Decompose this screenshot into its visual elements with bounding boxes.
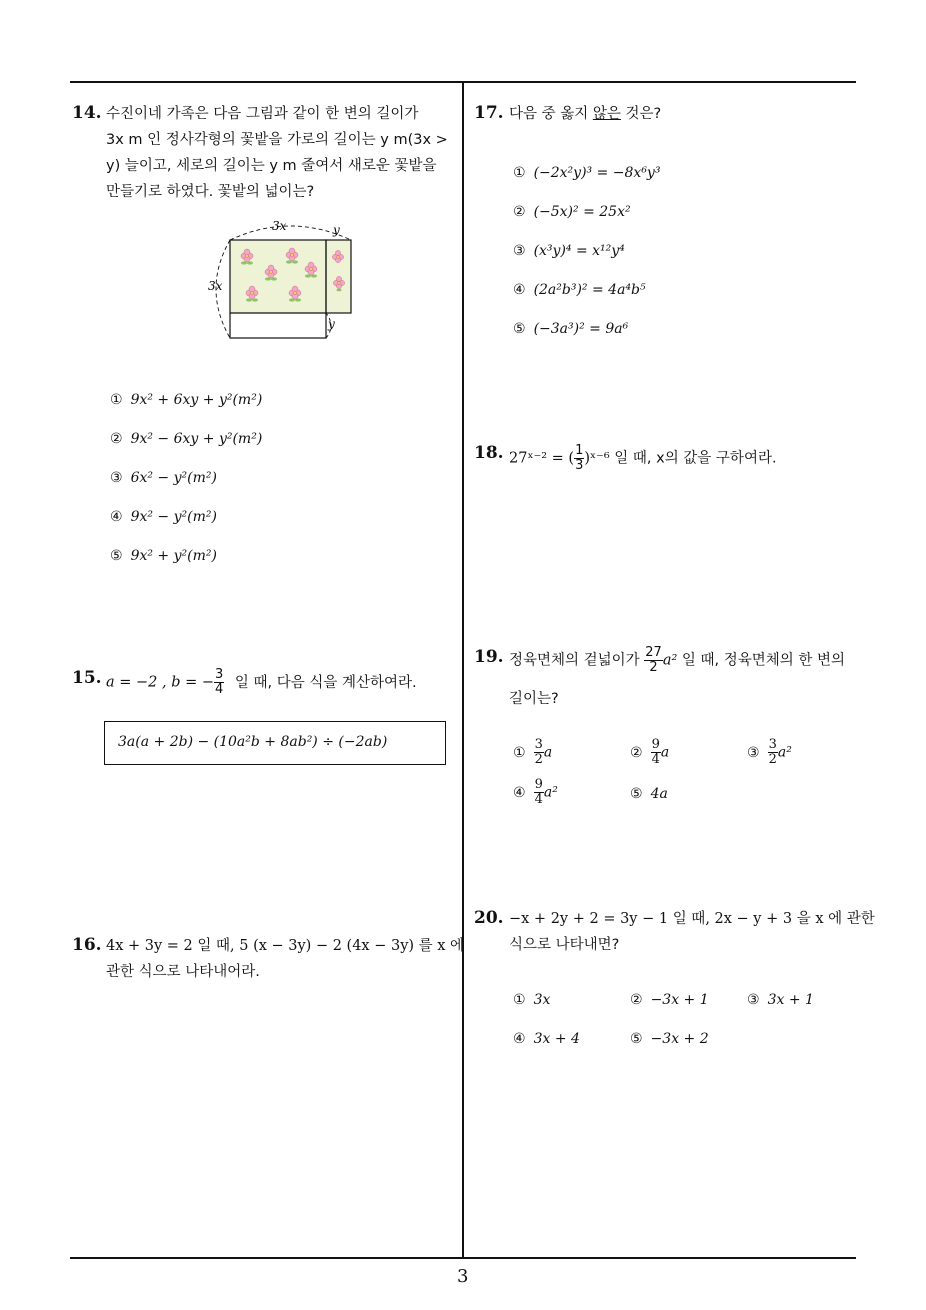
question-number: 19. — [474, 647, 504, 667]
option-mark: ① — [513, 992, 526, 1008]
option-expr: a — [543, 744, 553, 761]
question-number: 15. — [72, 668, 102, 688]
option-expr: −3x + 2 — [650, 1031, 709, 1047]
option-3[interactable] — [747, 992, 814, 1008]
question-text-line: 3x m 인 정사각형의 꽃밭을 가로의 길이는 y m(3x > — [106, 132, 448, 148]
option-mark: ④ — [513, 1031, 526, 1047]
equation-post: )ˣ⁻⁶ — [584, 450, 610, 467]
option-mark: ③ — [110, 470, 123, 486]
question-text-line: 만들기로 하였다. 꽃밭의 넓이는? — [106, 184, 315, 200]
fraction-numerator: 9 — [651, 737, 660, 752]
question-number: 16. — [72, 935, 102, 955]
option-expr: a — [660, 744, 670, 761]
question-text — [106, 933, 464, 985]
bottom-rule — [70, 1257, 856, 1259]
option-3[interactable] — [513, 243, 625, 259]
option-expr: 3x — [533, 992, 551, 1008]
question-text-line: −x + 2y + 2 = 3y − 1 일 때, 2x − y + 3 을 x 에 관한 — [509, 911, 875, 927]
fraction — [534, 738, 544, 767]
option-expr: 9x² − 6xy + y²(m²) — [130, 431, 263, 447]
option-mark: ② — [630, 992, 643, 1008]
option-4[interactable] — [110, 509, 217, 525]
option-1[interactable] — [513, 738, 552, 767]
option-expr: 9x² + y²(m²) — [130, 548, 217, 564]
fraction-denominator: 4 — [215, 682, 224, 697]
option-expr: a² — [777, 744, 792, 761]
question-number: 14. — [72, 103, 102, 123]
option-expr: (−2x²y)³ = −8x⁶y³ — [533, 165, 661, 181]
question-text-pre: 정육면체의 겉넓이가 — [509, 652, 640, 669]
option-expr: 9x² − y²(m²) — [130, 509, 217, 525]
option-mark: ⑤ — [630, 1031, 643, 1047]
column-divider — [462, 81, 464, 1259]
option-expr: 3x + 1 — [767, 992, 814, 1008]
fraction-denominator: 2 — [649, 660, 658, 675]
label-bottom-right: y — [328, 317, 335, 331]
fraction-numerator: 27 — [645, 645, 662, 660]
option-expr: (x³y)⁴ = x¹²y⁴ — [533, 243, 625, 259]
condition-text: 일 때, 다음 식을 계산하여라. — [234, 674, 417, 691]
fraction-denominator: 3 — [575, 458, 584, 473]
option-1[interactable] — [513, 992, 550, 1008]
fraction — [644, 646, 663, 675]
question-text-line: 길이는? — [509, 691, 559, 707]
question-number: 20. — [474, 908, 504, 928]
fraction-denominator: 2 — [768, 752, 777, 767]
fraction — [214, 668, 224, 697]
fraction-denominator: 2 — [534, 752, 543, 767]
option-5[interactable] — [630, 786, 668, 802]
option-mark: ② — [110, 431, 123, 447]
option-mark: ② — [630, 744, 643, 761]
question-text-post: 일 때, x의 값을 구하여라. — [614, 450, 777, 467]
option-2[interactable] — [630, 738, 669, 767]
question-number: 18. — [474, 443, 504, 463]
option-expr: a² — [543, 784, 558, 801]
option-5[interactable] — [513, 321, 628, 337]
question-text-pre: 다음 중 옳지 — [509, 106, 593, 122]
option-expr: 9x² + 6xy + y²(m²) — [130, 392, 263, 408]
fraction-denominator: 4 — [651, 752, 660, 767]
option-2[interactable] — [630, 992, 709, 1008]
fraction — [534, 778, 544, 807]
question-text-line: 4x + 3y = 2 일 때, 5 (x − 3y) − 2 (4x − 3y) 를 x 에 — [106, 938, 465, 954]
option-4[interactable] — [513, 778, 558, 807]
fraction-numerator: 3 — [768, 737, 777, 752]
option-mark: ① — [513, 165, 526, 181]
question-text — [509, 906, 875, 958]
fraction-denominator: 4 — [534, 792, 543, 807]
label-left: 3x — [208, 279, 223, 293]
fraction — [768, 738, 778, 767]
label-top: 3x — [272, 219, 287, 233]
option-expr: 6x² − y²(m²) — [130, 470, 217, 486]
option-4[interactable] — [513, 1031, 580, 1047]
fraction-tail: a² — [662, 652, 678, 669]
fraction — [574, 444, 584, 473]
option-expr: (−3a³)² = 9a⁶ — [533, 321, 629, 337]
option-expr: 3x + 4 — [533, 1031, 580, 1047]
question-text-post: 일 때, 정육면체의 한 변의 — [681, 652, 846, 669]
page-number: 3 — [457, 1266, 469, 1287]
option-1[interactable] — [110, 392, 262, 408]
option-mark: ④ — [513, 282, 526, 298]
option-mark: ① — [110, 392, 123, 408]
boxed-expression: 3a(a + 2b) − (10a²b + 8ab²) ÷ (−2ab) — [118, 734, 388, 750]
option-3[interactable] — [747, 738, 792, 767]
expression-box — [104, 721, 446, 765]
fraction-numerator: 9 — [534, 777, 543, 792]
question-text — [509, 646, 845, 675]
option-expr: −3x + 1 — [650, 992, 709, 1008]
option-4[interactable] — [513, 282, 646, 298]
question-text-post: 것은? — [620, 106, 662, 122]
option-5[interactable] — [110, 548, 217, 564]
option-mark: ③ — [513, 243, 526, 259]
option-mark: ⑤ — [630, 786, 643, 802]
question-text-line: y) 늘이고, 세로의 길이는 y m 줄여서 새로운 꽃밭을 — [106, 158, 437, 174]
option-expr: 4a — [650, 786, 668, 802]
question-text-emphasis: 않은 — [592, 106, 621, 122]
fraction-numerator: 1 — [575, 443, 584, 458]
fraction — [651, 738, 661, 767]
option-1[interactable] — [513, 165, 660, 181]
option-5[interactable] — [630, 1031, 709, 1047]
option-mark: ④ — [513, 784, 526, 801]
question-number: 17. — [474, 103, 504, 123]
fraction-numerator: 3 — [534, 737, 543, 752]
question-text-line: 관한 식으로 나타내어라. — [106, 964, 260, 980]
option-mark: ⑤ — [110, 548, 123, 564]
option-mark: ④ — [110, 509, 123, 525]
equation-pre: 27ˣ⁻² = ( — [509, 450, 575, 467]
option-3[interactable] — [110, 470, 217, 486]
option-expr: (2a²b³)² = 4a⁴b⁵ — [533, 282, 646, 298]
label-top-right: y — [333, 223, 340, 237]
option-mark: ① — [513, 744, 526, 761]
question-text-line: 수진이네 가족은 다음 그림과 같이 한 변의 길이가 — [106, 106, 419, 122]
question-text — [509, 101, 661, 127]
option-mark: ③ — [747, 744, 760, 761]
option-expr: (−5x)² = 25x² — [533, 204, 631, 220]
option-2[interactable] — [513, 204, 631, 220]
question-text — [106, 101, 456, 205]
question-text — [509, 444, 777, 473]
option-mark: ② — [513, 204, 526, 220]
option-mark: ⑤ — [513, 321, 526, 337]
flowerbed-figure — [200, 218, 370, 348]
option-2[interactable] — [110, 431, 262, 447]
question-text — [106, 668, 417, 697]
condition-expr: a = −2 , b = − — [106, 674, 215, 691]
question-text-line: 식으로 나타내면? — [509, 937, 620, 953]
option-mark: ③ — [747, 992, 760, 1008]
fraction-numerator: 3 — [215, 667, 224, 682]
